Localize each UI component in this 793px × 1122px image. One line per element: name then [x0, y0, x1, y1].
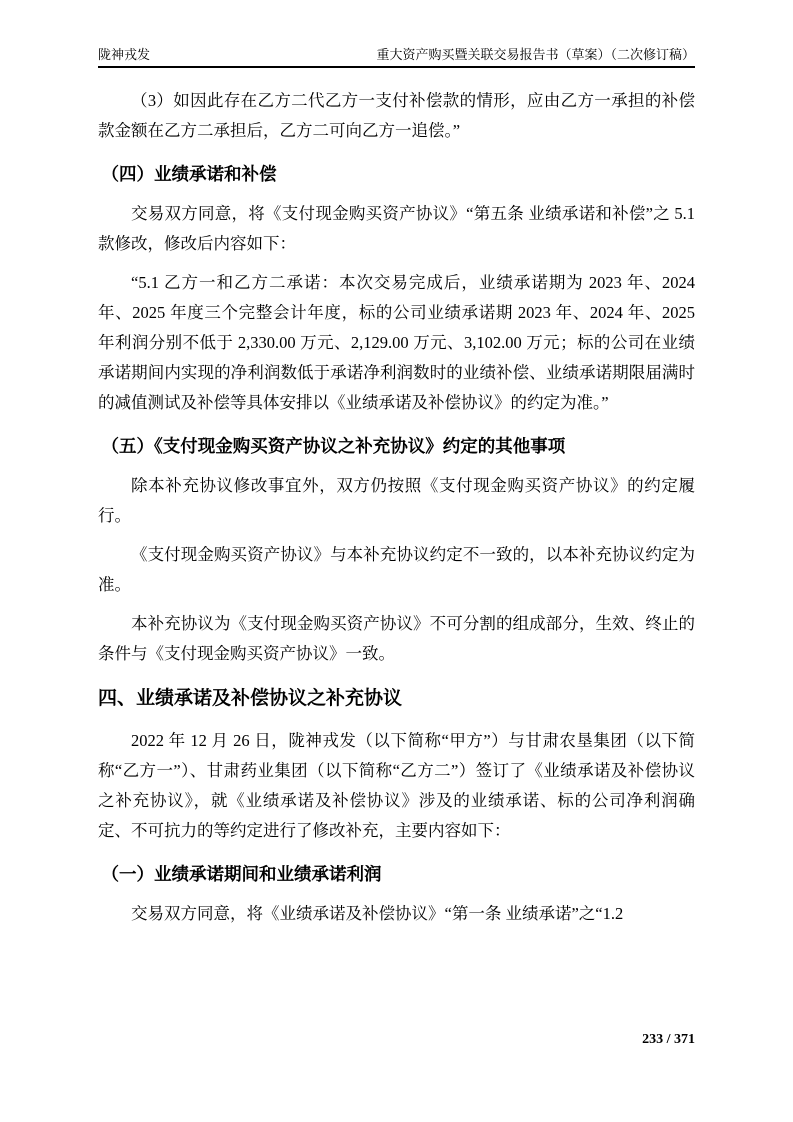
heading-section-1-commitment-period: （一）业绩承诺期间和业绩承诺利润: [101, 864, 382, 884]
header-document-title: 重大资产购买暨关联交易报告书（草案）（二次修订稿）: [376, 47, 695, 62]
heading-section-4-performance-commitment: （四）业绩承诺和补偿: [101, 164, 277, 184]
heading-section-5-other-matters: （五）《支付现金购买资产协议之补充协议》约定的其他事项: [101, 436, 566, 456]
page-header: [98, 47, 695, 68]
header-company-name: 陇神戎发: [98, 47, 151, 62]
paragraph-agreement-amendment-intro: 交易双方同意，将《支付现金购买资产协议》“第五条 业绩承诺和补偿”之 5.1 款修改，修改后内容如下：: [98, 204, 695, 253]
paragraph-other-matters-3: 本补充协议为《支付现金购买资产协议》不可分割的组成部分，生效、终止的条件与《支付现金购买资产协议》一致。: [98, 614, 695, 663]
heading-chapter-4-supplementary-agreement: 四、业绩承诺及补偿协议之补充协议: [98, 688, 403, 709]
paragraph-supplementary-agreement-signing: 2022 年 12 月 26 日，陇神戎发（以下简称“甲方”）与甘肃农垦集团（以下简称“乙方一”）、甘肃药业集团（以下简称“乙方二”）签订了《业绩承诺及补偿协议之补充协议》，就《业绩承诺及补偿协议》涉及的业绩承诺、标的公司净利润确定、不可抗力的等约定进行了修改补充，主要内容如下：: [98, 731, 695, 840]
page-footer: [642, 1032, 695, 1048]
page-number: 233 / 371: [642, 1032, 695, 1047]
paragraph-compensation-recourse: （3）如因此存在乙方二代乙方一支付补偿款的情形，应由乙方一承担的补偿款金额在乙方二承担后，乙方二可向乙方一追偿。”: [98, 91, 695, 140]
paragraph-other-matters-1: 除本补充协议修改事宜外，双方仍按照《支付现金购买资产协议》的约定履行。: [98, 476, 695, 525]
paragraph-clause-5-1: “5.1 乙方一和乙方二承诺：本次交易完成后，业绩承诺期为 2023 年、2024 年、2025 年度三个完整会计年度，标的公司业绩承诺期 2023 年、2024 年、2025 年利润分别不低于 2,330.00 万元、2,129.00 万元、3,102.00 万元；标的公司在业绩承诺期间内实现的净利润数低于承诺净利润数时的业绩补偿、业绩承诺期限届满时的减值测试及补偿等具体安排以《业绩承诺及补偿协议》的约定为准。”: [98, 273, 695, 412]
document-body: [98, 86, 695, 938]
paragraph-commitment-period-intro: 交易双方同意，将《业绩承诺及补偿协议》“第一条 业绩承诺”之“1.2: [131, 904, 624, 923]
paragraph-other-matters-2: 《支付现金购买资产协议》与本补充协议约定不一致的，以本补充协议约定为准。: [98, 545, 695, 594]
